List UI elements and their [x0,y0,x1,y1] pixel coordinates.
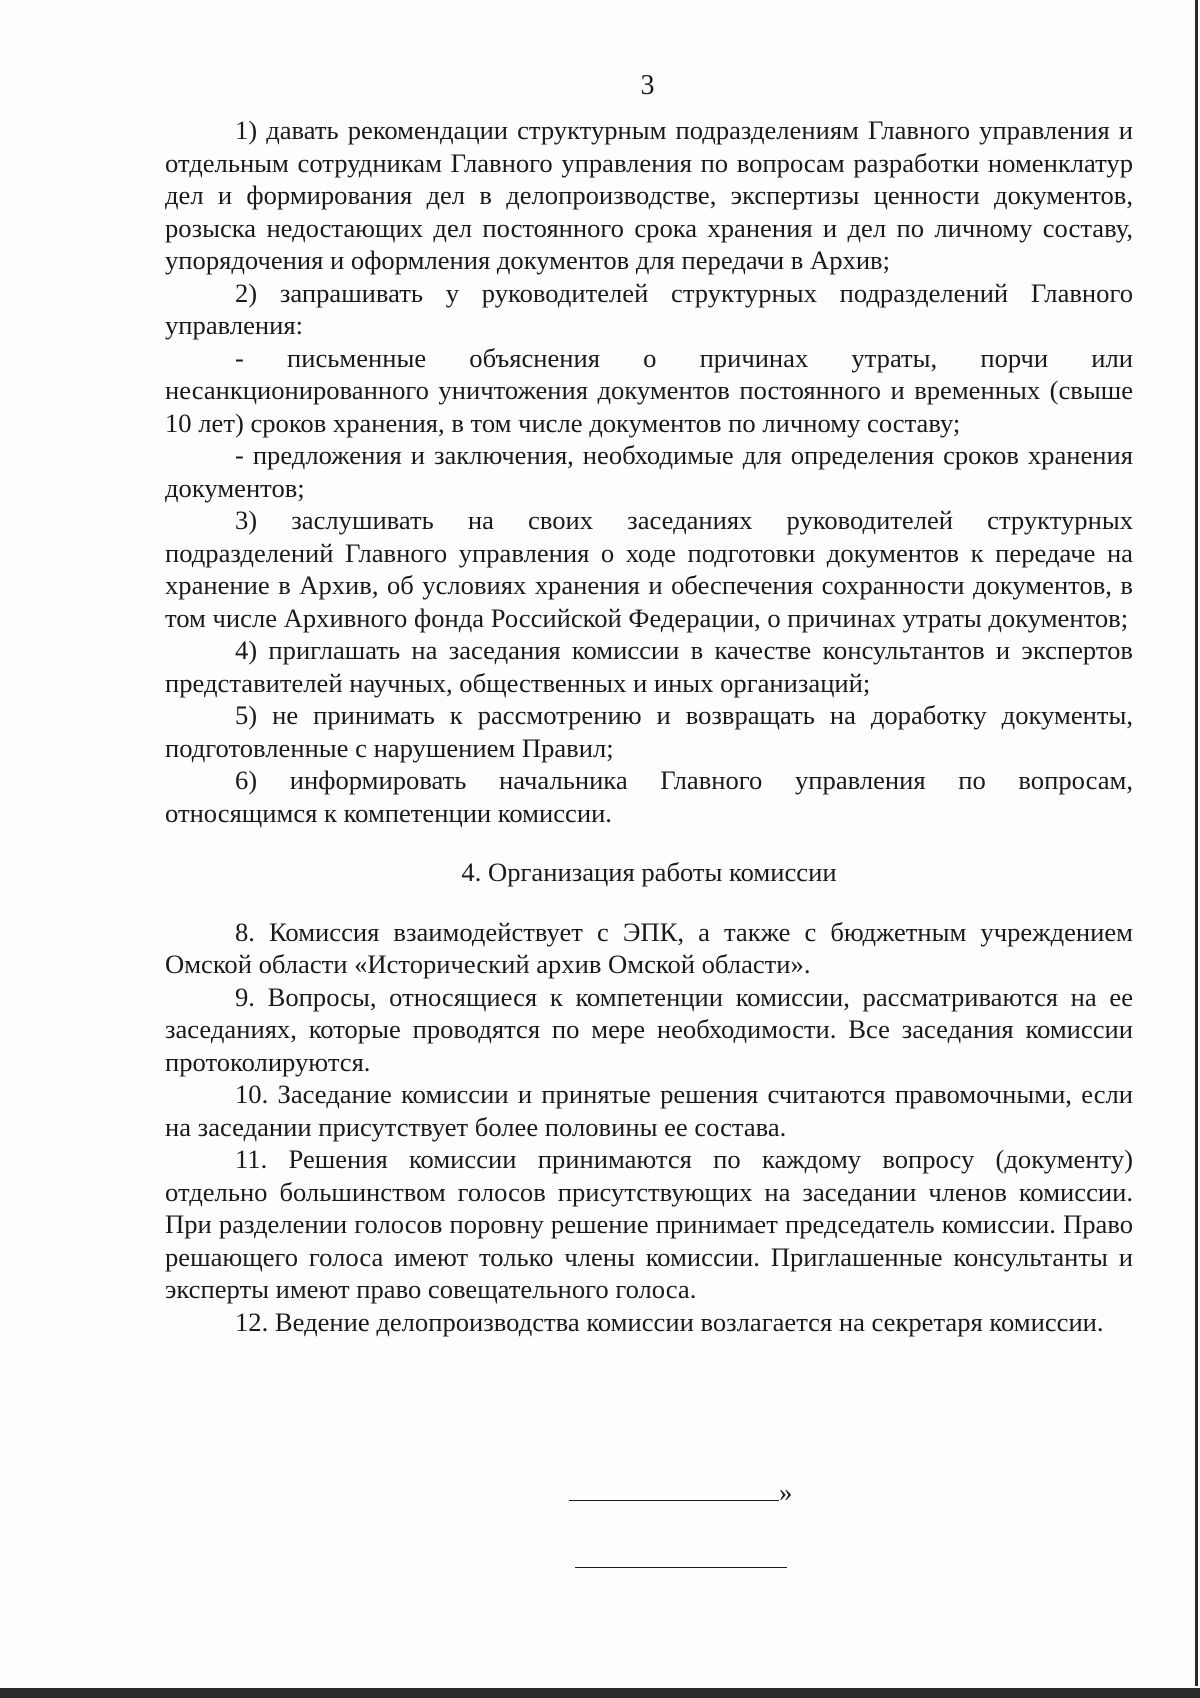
paragraph-item-3: 3) заслушивать на своих заседаниях руководителей структурных подразделений Главного управления о ходе подготовки документов к передаче на хранение в Архив, об условиях хранения и обеспечения сохранности документов, в том числе Архивного фонда Российской Федерации, о причинах утраты документов; [165,505,1133,633]
paragraph-item-1: 1) давать рекомендации структурным подразделениям Главного управления и отдельным сотрудникам Главного управления по вопросам разработки номенклатур дел и формирования дел в делопроизводстве, экспертизы ценности документов, розыска недостающих дел постоянного срока хранения и дел по личному составу, упорядочения и оформления документов для передачи в Архив; [165,115,1133,275]
paragraph-item-6: 6) информировать начальника Главного управления по вопросам, относящимся к компетенции комиссии. [165,765,1133,828]
scan-edge-bottom [0,1688,1200,1698]
paragraph-clause-9: 9. Вопросы, относящиеся к компетенции комиссии, рассматриваются на ее заседаниях, которые проводятся по мере необходимости. Все заседания комиссии протоколируются. [165,981,1133,1077]
paragraph-clause-8: 8. Комиссия взаимодействует с ЭПК, а также с бюджетным учреждением Омской области «Исторический архив Омской области». [165,916,1133,979]
closing-quote: » [779,1477,793,1507]
document-body [165,114,1133,1338]
closing-mark [569,1476,792,1508]
paragraph-item-4: 4) приглашать на заседания комиссии в качестве консультантов и экспертов представителей научных, общественных и иных организаций; [165,635,1133,698]
bottom-rule [575,1567,787,1568]
paragraph-bullet-explanations: - письменные объяснения о причинах утраты, порчи или несанкционированного уничтожения документов постоянного и временных (свыше 10 лет) сроков хранения, в том числе документов по личному составу; [165,342,1133,438]
page-number: 3 [640,70,655,101]
paragraph-clause-10: 10. Заседание комиссии и принятые решения считаются правомочными, если на заседании присутствует более половины ее состава. [165,1079,1133,1142]
section-heading: 4. Организация работы комиссии [461,857,837,887]
scan-edge-right [1195,0,1198,1698]
closing-line [569,1478,779,1501]
paragraph-item-2: 2) запрашивать у руководителей структурных подразделений Главного управления: [165,277,1133,340]
paragraph-clause-11: 11. Решения комиссии принимаются по каждому вопросу (документу) отдельно большинством голосов присутствующих на заседании членов комиссии. При разделении голосов поровну решение принимает председатель комиссии. Право решающего голоса имеют только члены комиссии. Приглашенные консультанты и эксперты имеют право совещательного голоса. [165,1144,1133,1304]
paragraph-item-5: 5) не принимать к рассмотрению и возвращать на доработку документы, подготовленные с нарушением Правил; [165,700,1133,763]
paragraph-clause-12: 12. Ведение делопроизводства комиссии возлагается на секретаря комиссии. [235,1306,1104,1337]
paragraph-bullet-proposals: - предложения и заключения, необходимые для определения сроков хранения документов; [165,440,1133,503]
